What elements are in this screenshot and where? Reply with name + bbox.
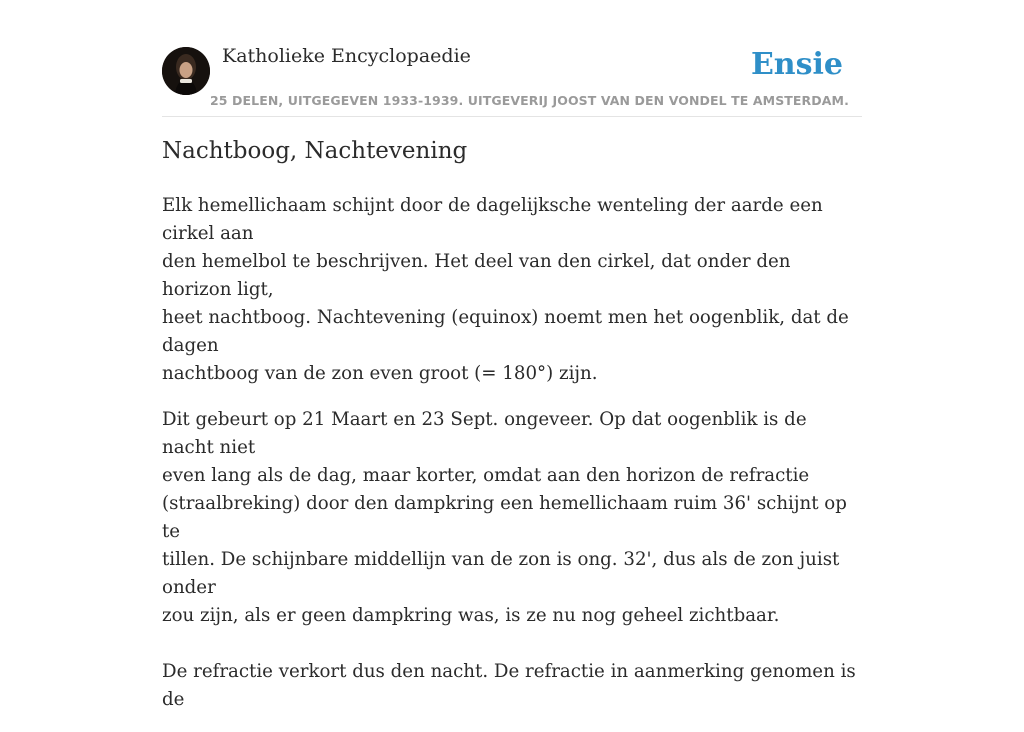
site-title[interactable]: Katholieke Encyclopaedie [222, 45, 471, 67]
header [162, 0, 862, 117]
portrait-avatar-icon[interactable] [162, 47, 210, 95]
article-body [162, 192, 862, 732]
article-paragraph: De refractie verkort dus den nacht. De refractie in aanmerking genomen is de [162, 661, 856, 710]
article-paragraph: Dit gebeurt op 21 Maart en 23 Sept. ongeveer. Op dat oogenblik is de nacht niet even lang als de dag, maar korter, omdat aan den horizon de refractie (straalbreking) door den dampkring een hemellichaam ruim 36' schijnt op te tillen. De schijnbare middellijn van de zon is ong. 32', dus als de zon juist onder zou zijn, als er geen dampkring was, is ze nu nog geheel zichtbaar. [162, 409, 847, 626]
page [162, 0, 862, 710]
ensie-logo[interactable]: Ensie [750, 47, 843, 82]
site-subtitle: 25 DELEN, UITGEGEVEN 1933-1939. UITGEVERIJ JOOST VAN DEN VONDEL TE AMSTERDAM. [210, 93, 849, 108]
article-title: Nachtboog, Nachtevening [162, 138, 468, 164]
article-paragraph: Elk hemellichaam schijnt door de dagelijksche wenteling der aarde een cirkel aan den hemelbol te beschrijven. Het deel van den cirkel, dat onder den horizon ligt, heet nachtboog. Nachtevening (equinox) noemt men het oogenblik, dat de dagen nachtboog van de zon even groot (= 180°) zijn. [162, 195, 849, 384]
